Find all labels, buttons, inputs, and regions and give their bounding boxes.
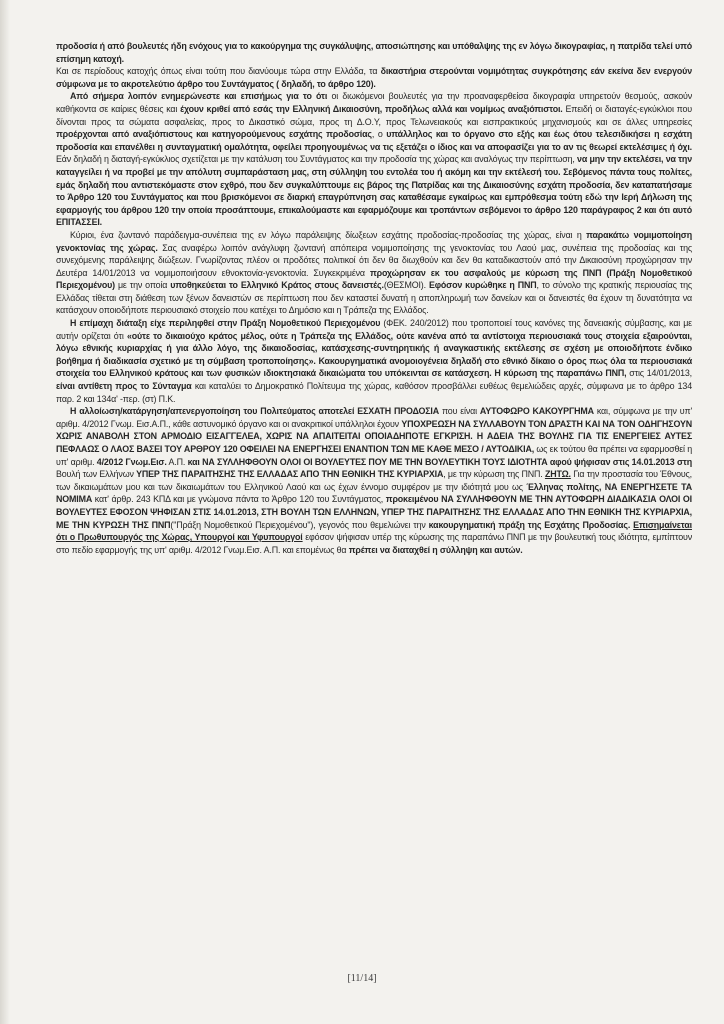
text-run: που είναι <box>439 406 480 417</box>
text-run: κακουργηματική πράξη της Εσχάτης Προδοσίας. <box>428 519 631 530</box>
text-run: ΥΠΕΡ ΤΗΣ ΠΑΡΑΙΤΗΣΗΣ ΤΗΣ ΕΛΛΑΔΑΣ ΑΠΟ ΤΗΝ ΕΘΝΙΚΗ ΤΗΣ ΚΥΡΙΑΡΧΙΑ <box>136 469 444 480</box>
text-run: Βουλή των Ελλήνων <box>56 469 137 480</box>
text-run: ("Πράξη Νομοθετικού Περιεχομένου"), γεγονός που θεμελιώνει την <box>170 519 429 530</box>
text-run: ΑΥΤΟΦΩΡΟ ΚΑΚΟΥΡΓΗΜΑ <box>479 406 594 417</box>
text-run: παρακάτω νομιμοποίηση γενοκτονίας της χώρας. <box>56 229 693 253</box>
text-run: δικαστήρια στερούνται νομιμότητας συγκρότησης εάν εκείνα δεν ενεργούν σύμφωνα με το ακροτελεύτιο άρθρο του Συντάγματος ( δηλαδή, το άρθρο 120). <box>56 66 692 89</box>
text-run: πρέπει να διαταχθεί η σύλληψη και αυτών. <box>348 544 523 555</box>
text-run: Έλληνας πολίτης, ΝΑ ΕΝΕΡΓΗΣΕΤΕ ΤΑ ΝΟΜΙΜΑ <box>56 481 692 505</box>
text-run: Κακουργηματικά ανομοιογένεια δηλαδή στο εθνικό δίκαιο ο όρος πως όλα τα περιουσιακά στοιχεία του Ελληνικού κράτους και των φυσικών ιδιοκτησιακά δικαιώματα του υπόκεινται σε κατάσχεση. <box>56 355 693 379</box>
paragraph <box>56 65 692 90</box>
text-run: ΥΠΟΧΡΕΩΣΗ ΝΑ ΣΥΛΛΑΒΟΥΝ ΤΟΝ ΔΡΑΣΤΗ ΚΑΙ ΝΑ ΤΟΝ ΟΔΗΓΗΣΟΥΝ ΧΩΡΙΣ ΑΝΑΒΟΛΗ ΣΤΟΝ ΑΡΜΟΔΙΟ ΕΙΣΑΓΓΕΛΕΑ, ΧΩΡΙΣ ΝΑ ΑΠΑΙΤΕΙΤΑΙ ΟΠΟΙΑΔΗΠΟΤΕ ΕΓΚΡΙΣΗ. Η ΑΔΕΙΑ ΤΗΣ ΒΟΥΛΗΣ ΓΙΑ ΤΙΣ ΕΝΕΡΓΕΙΕΣ ΑΥΤΕΣ ΠΕΦΛΑΩΣ Ο ΛΑΟΣ ΒΑΣΕΙ ΤΟΥ ΑΡΘΡΟΥ 120 ΟΦΕΙΛΕΙ ΝΑ ΕΝΕΡΓΗΣΕΙ ΕΝΑΝΤΙΟΝ ΤΩΝ ΜΕ ΚΑΘΕ ΜΕΣΟ / ΑΥΤΟΔΙΚΙΑ, <box>56 418 692 454</box>
text-run: και ΝΑ ΣΥΛΛΗΦΘΟΥΝ ΟΛΟΙ ΟΙ ΒΟΥΛΕΥΤΕΣ ΠΟΥ ΜΕ ΤΗΝ ΒΟΥΛΕΥΤΙΚΗ ΤΟΥΣ ΙΔΙΟΤΗΤΑ αφού ψήφισαν στις 14.01.2013 στη <box>187 456 692 467</box>
text-run: Α.Π. <box>166 456 188 467</box>
text-run: εφόσον ψήφισαν υπέρ της κύρωσης της παραπάνω ΠΝΠ με την βουλευτική τους ιδιότητα, εμπίπτουν στο πεδίο εφαρμογής της υπ' αριθμ. 4/2012 Γνωμ.Εισ. Α.Π. και επομένως θα <box>56 532 692 555</box>
paragraph <box>56 229 692 317</box>
text-run: στις 14/01/2013, <box>626 368 692 379</box>
text-run: Η κύρωση της παραπάνω ΠΝΠ, <box>494 368 627 379</box>
paragraph <box>56 40 692 65</box>
text-run: προχώρησαν εκ του ασφαλούς με κύρωση της ΠΝΠ (Πράξη Νομοθετικού Περιεχομένου) <box>56 267 692 291</box>
text-run: και, σύμφωνα με την υπ' αριθμ. 4/2012 Γνωμ. Εισ.Α.Π., κάθε αστυνομικό όργανο και οι ανακριτικοί υπάλληλοι έχουν <box>56 406 692 429</box>
text-run: έχουν κριθεί από εσάς την Ελληνική Δικαιοσύνη, προδήλως αλλά και νομίμως αναξιόπιστοι. <box>180 103 563 114</box>
text-run: Κύριοι, ένα ζωντανό παράδειγμα-συνέπεια της εν λόγω παράλειψης δίωξεων εσχάτης προδοσίας-προδοσίας της χώρας, είναι η <box>70 229 587 240</box>
text-run: ΖΗΤΩ. <box>544 469 571 480</box>
document-body <box>56 40 692 556</box>
text-run: με την οποία <box>114 280 171 291</box>
text-run: Η αλλοίωση/κατάργηση/απενεργοποίηση του Πολιτεύματος αποτελεί ΕΣΧΑΤΗ ΠΡΟΔΟΣΙΑ <box>70 406 439 417</box>
text-run: (ΦΕΚ. 240/2012) που τροποποιεί τους κανόνες της δανειακής σύμβασης, και με αυτήν ορίζεται ότι <box>56 318 692 341</box>
text-run: , με την κύρωση της ΠΝΠ. <box>443 469 545 480</box>
paragraph <box>56 405 692 556</box>
text-run: προκειμένου ΝΑ ΣΥΛΛΗΦΘΟΥΝ ΜΕ ΤΗΝ ΑΥΤΟΦΩΡΗ ΔΙΑΔΙΚΑΣΙΑ ΟΛΟΙ ΟΙ ΒΟΥΛΕΥΤΕΣ ΕΦΟΣΟΝ ΨΗΦΙΣΑΝ ΣΤΙΣ 14.01.2013, ΣΤΗ ΒΟΥΛΗ ΤΩΝ ΕΛΛΗΝΩΝ, ΥΠΕΡ ΤΗΣ ΠΑΡΑΙΤΗΣΗΣ ΤΗΣ ΕΛΛΑΔΑΣ ΑΠΟ ΤΗΝ ΕΘΝΙΚΗ ΤΗΣ ΚΥΡΙΑΡΧΙΑ, ΜΕ ΤΗΝ ΚΥΡΩΣΗ ΤΗΣ ΠΝΠ <box>56 494 692 530</box>
text-run: Εάν δηλαδή η διαταγή-εγκύκλιος σχετίζεται με την κατάλυση του Συντάγματος και την προδοσία της χώρας και αναλόγως την περίπτωση, <box>56 154 578 165</box>
page-number: [11/14] <box>347 973 377 984</box>
text-run: , το σύνολο της κρατικής περιουσίας της Ελλάδας τίθεται στη διάθεση των ξένων δανειστών σε περίπτωση που δεν καταστεί δυνατή η αποπληρωμή των δανείων και οι δανειστές θα έχουν τη δυνατότητα να κατάσχουν οποιοδήποτε περιουσιακό στοιχείο που κατέχει το Δημόσιο και η Τράπεζα της Ελλάδος. <box>56 280 693 316</box>
paragraph <box>56 317 692 405</box>
text-run: στους δανειστές. <box>314 280 384 291</box>
text-run: Επειδή οι διαταγές-εγκύκλιοι που δίνονται προς τα σώματα ασφαλείας, προς το Δικαστικό σώμα, προς τη Δ.Ο.Υ, προς Τελωνειακούς και εισπρακτικούς μηχανισμούς και σε άλλες υπηρεσίες <box>56 103 692 127</box>
text-run: (ΘΕΣΜΟΙ). <box>383 280 429 291</box>
text-run: Από σήμερα λοιπόν ενημερώνεστε και επισήμως για το ότι <box>70 91 328 102</box>
text-run: «ούτε το δικαιούχο κράτος μέλος, ούτε η Τράπεζα της Ελλάδος, ούτε κανένα από τα αντίστοιχα περιουσιακά τους στοιχεία εξαιρούνται, λόγω εθνικής κυριαρχίας ή για άλλο λόγο, της δικαιοδοσίας, κατάσχεσης-συντηρητικής ή αναγκαστικής εκτέλεσης σε σχέση με οποιοδήποτε ένδικο βοήθημα ή διαδικασία σχετικό με τη σύμβαση τροποποίησης». <box>56 330 692 366</box>
scan-edge-shadow <box>0 0 10 1024</box>
text-run: είναι αντίθετη προς το Σύνταγμα <box>56 381 192 392</box>
text-run: προδοσία ή από βουλευτές ήδη ενόχους για το κακούργημα της συγκάλυψης, αποσιώπησης και υπόθαλψης της εν λόγω δικογραφίας, η πατρίδα τελεί υπό επίσημη κατοχή. <box>56 41 692 64</box>
text-run: κατ' άρθρ. 243 ΚΠΔ και με γνώμονα πάντα το Άρθρο 120 του Συντάγματος, <box>92 494 386 505</box>
text-run: υποθηκεύεται το Ελληνικό Κράτος <box>170 280 312 291</box>
text-run: δηλαδή που αντιστεκόμαστε στον εχθρό, που δεν συγκαλύπτουμε εις βάρος της Πατρίδας και της Δικαιοσύνης εσχάτη προδοσία, δεν καταπατήσαμε το Άρθρο 120 του Συντάγματος και που βρισκόμενοι σε διαρκή επαγρύπνηση σας καταθέσαμε εγκαίρως και εμπρόθεσμα τούτη εδώ την Ιερή Δήλωση της εφαρμογής του άρθρου 120 την οποία προσάπτουμε, επικαλούμαστε και εφαρμόζουμε και τροπάντων σεβόμενοι το άρθρο 120 παράγραφος 2 και ότι αυτό ΕΠΙΤΑΣΣΕΙ. <box>56 179 692 228</box>
paragraph <box>56 90 692 229</box>
text-run: προέρχονται από αναξιόπιστους και κατηγορούμενους εσχάτης προδοσίας <box>56 129 372 140</box>
text-run: 4/2012 Γνωμ.Εισ. <box>96 456 167 467</box>
text-run: και καταλύει το Δημοκρατικό Πολίτευμα της χώρας, καθόσον προσβάλλει ευθέως θεμελιώδεις αρχές, σύμφωνα με το άρθρο 134 παρ. 2 και 134α' -περ. (στ) Π.Κ. <box>56 381 692 404</box>
text-run: Η επίμαχη διάταξη είχε περιληφθεί στην Πράξη Νομοθετικού Περιεχομένου <box>70 318 381 329</box>
text-run: Για την προστασία του Έθνους, των δικαιωμάτων μου και των δικαιωμάτων του Ελληνικού Λαού και ως έχων έννομο συμφέρον με την ιδιότητά μου ως <box>56 469 693 492</box>
text-run: υπάλληλος και το όργανο στο εξής και έως ότου τελεσιδικήσει η εσχάτη προδοσία και επανέλθει η συνταγματική ομαλότητα, οφείλει προηγουμένως να τις εξετάζει ο ίδιος και να αποφασίζει για το αν τις θεωρεί εκτελέσιμες ή όχι. <box>56 129 692 152</box>
text-run: οι διωκόμενοι βουλευτές για την προαναφερθείσα δικογραφία υπηρετούν θεσμούς, ασκούν καθήκοντα σε καίριες θέσεις και <box>56 91 693 114</box>
text-run: να μην την εκτελέσει, να την καταγγείλει ή να προβεί με την απόλυτη συμπαράσταση μας, στη σύλληψη του εντολέα του ή ακόμη και την εκτέλεσή του. Σεβόμενος πάντα τους πολίτες, εμάς <box>56 154 692 190</box>
text-run: , ο <box>371 129 387 140</box>
text-run: Εφόσον κυρώθηκε η ΠΝΠ <box>428 280 537 291</box>
text-run: Και σε περίοδους κατοχής όπως είναι τούτη που διανύουμε τώρα στην Ελλάδα, τα <box>56 66 381 77</box>
text-run: Επισημαίνεται ότι ο Πρωθυπουργός της Χώρας, Υπουργοί και Υφυπουργοί <box>56 519 692 543</box>
text-run: Σας αναφέρω λοιπόν ανάγλυφη ζωντανή απόπειρα νομιμοποίησης της γενοκτονίας του Λαού μας, συνέπεια της προδοσίας και της συνεχόμενης παράλειψης διώξεων. Γνωρίζοντας πλέον οι προδότες πολιτικοί ότι δεν θα διωχθούν και δεν θα καταδικαστούν από την Δικαιοσύνη προχώρησαν την Δευτέρα 14/01/2013 να νομιμοποιήσουν εθνοκτονία-γενοκτονία. Συγκεκριμένα <box>56 242 692 278</box>
text-run: ως εκ τούτου θα πρέπει να εφαρμοσθεί η υπ' αριθμ. <box>56 444 692 467</box>
